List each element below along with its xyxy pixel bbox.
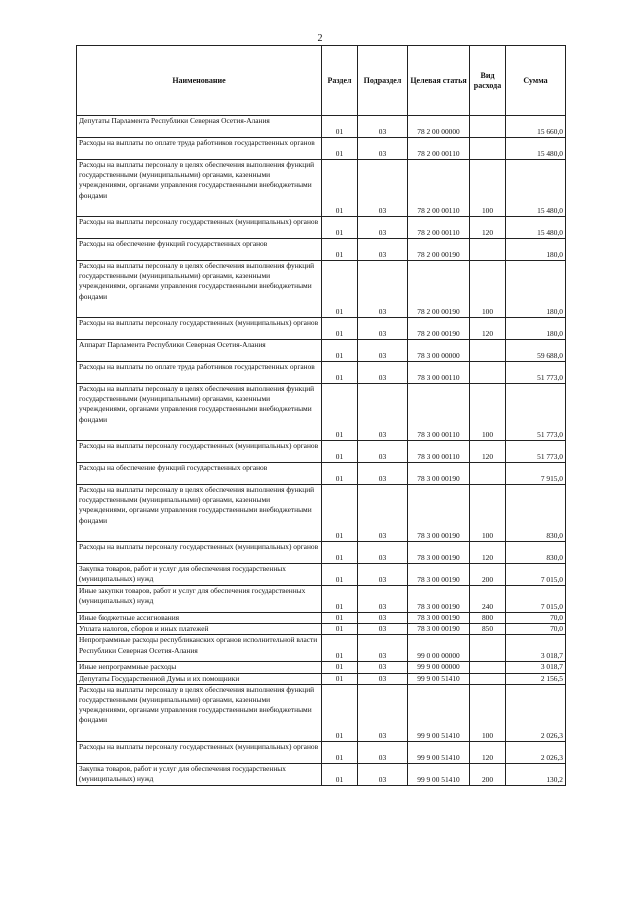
cell-amount: 15 480,0: [506, 160, 566, 217]
cell-name: Депутаты Парламента Республики Северная Осетия-Алания: [77, 116, 322, 138]
table-row: [77, 485, 566, 542]
cell-section: 01: [322, 485, 358, 542]
cell-name: Расходы на выплаты персоналу государственных (муниципальных) органов: [77, 542, 322, 564]
cell-type: [470, 635, 506, 662]
cell-subsection: 03: [358, 635, 408, 662]
cell-type: [470, 362, 506, 384]
cell-amount: 70,0: [506, 613, 566, 624]
cell-target: 78 3 00 00110: [408, 384, 470, 441]
table-row: [77, 586, 566, 613]
cell-name: Иные закупки товаров, работ и услуг для обеспечения государственных (муниципальных) нужд: [77, 586, 322, 613]
cell-target: 78 2 00 00110: [408, 217, 470, 239]
cell-section: 01: [322, 542, 358, 564]
cell-type: [470, 662, 506, 673]
table-row: [77, 662, 566, 673]
table-row: [77, 261, 566, 318]
cell-section: 01: [322, 261, 358, 318]
cell-section: 01: [322, 239, 358, 261]
cell-subsection: 03: [358, 624, 408, 635]
cell-target: 99 9 00 51410: [408, 741, 470, 763]
cell-name: Иные непрограммные расходы: [77, 662, 322, 673]
table-header-row: [77, 46, 566, 116]
table-row: [77, 239, 566, 261]
cell-target: 99 0 00 00000: [408, 635, 470, 662]
cell-target: 78 3 00 00190: [408, 564, 470, 586]
cell-subsection: 03: [358, 318, 408, 340]
cell-section: 01: [322, 564, 358, 586]
cell-section: 01: [322, 613, 358, 624]
cell-type: 100: [470, 384, 506, 441]
cell-section: 01: [322, 116, 358, 138]
cell-name: Непрограммные расходы республиканских органов исполнительной власти Республики Северная Осетия-Алания: [77, 635, 322, 662]
cell-subsection: 03: [358, 116, 408, 138]
cell-amount: 2 156,5: [506, 673, 566, 684]
budget-table: [76, 45, 566, 786]
table-row: [77, 441, 566, 463]
cell-subsection: 03: [358, 463, 408, 485]
table-row: [77, 673, 566, 684]
cell-subsection: 03: [358, 441, 408, 463]
cell-subsection: 03: [358, 239, 408, 261]
cell-type: [470, 673, 506, 684]
table-row: [77, 564, 566, 586]
cell-section: 01: [322, 441, 358, 463]
cell-name: Расходы на выплаты по оплате труда работников государственных органов: [77, 362, 322, 384]
cell-subsection: 03: [358, 384, 408, 441]
cell-amount: 15 480,0: [506, 217, 566, 239]
cell-amount: 59 688,0: [506, 340, 566, 362]
cell-amount: 180,0: [506, 239, 566, 261]
cell-name: Расходы на выплаты по оплате труда работников государственных органов: [77, 138, 322, 160]
cell-section: 01: [322, 138, 358, 160]
cell-amount: 2 026,3: [506, 741, 566, 763]
cell-type: 100: [470, 485, 506, 542]
cell-type: [470, 116, 506, 138]
cell-target: 78 3 00 00110: [408, 362, 470, 384]
table-row: [77, 318, 566, 340]
cell-name: Расходы на выплаты персоналу в целях обеспечения выполнения функций государственными (муниципальными) органами, казенными учреждениями, органами управления государственными внебюджетными фондами: [77, 485, 322, 542]
cell-section: 01: [322, 684, 358, 741]
table-row: [77, 362, 566, 384]
page-number: 2: [317, 33, 323, 44]
cell-amount: 3 018,7: [506, 635, 566, 662]
cell-subsection: 03: [358, 741, 408, 763]
cell-section: 01: [322, 318, 358, 340]
cell-type: 120: [470, 217, 506, 239]
cell-section: 01: [322, 586, 358, 613]
cell-subsection: 03: [358, 564, 408, 586]
cell-amount: 15 480,0: [506, 138, 566, 160]
cell-type: 120: [470, 318, 506, 340]
cell-subsection: 03: [358, 613, 408, 624]
header-amount: Сумма: [506, 46, 566, 116]
cell-target: 78 2 00 00000: [408, 116, 470, 138]
cell-amount: 15 660,0: [506, 116, 566, 138]
table-row: [77, 542, 566, 564]
table-row: [77, 635, 566, 662]
cell-target: 78 3 00 00000: [408, 340, 470, 362]
cell-name: Расходы на выплаты персоналу государственных (муниципальных) органов: [77, 217, 322, 239]
table-row: [77, 160, 566, 217]
cell-name: Расходы на выплаты персоналу в целях обеспечения выполнения функций государственными (муниципальными) органами, казенными учреждениями, органами управления государственными внебюджетными фондами: [77, 684, 322, 741]
cell-type: 100: [470, 261, 506, 318]
cell-name: Расходы на выплаты персоналу государственных (муниципальных) органов: [77, 318, 322, 340]
cell-subsection: 03: [358, 217, 408, 239]
cell-amount: 51 773,0: [506, 362, 566, 384]
cell-type: 120: [470, 441, 506, 463]
cell-name: Расходы на обеспечение функций государственных органов: [77, 463, 322, 485]
cell-subsection: 03: [358, 485, 408, 542]
cell-subsection: 03: [358, 586, 408, 613]
cell-type: 200: [470, 564, 506, 586]
header-section: Раздел: [322, 46, 358, 116]
cell-name: Расходы на обеспечение функций государственных органов: [77, 239, 322, 261]
cell-type: 120: [470, 741, 506, 763]
cell-name: Аппарат Парламента Республики Северная Осетия-Алания: [77, 340, 322, 362]
table-row: [77, 624, 566, 635]
cell-target: 99 9 00 00000: [408, 662, 470, 673]
header-target: Целевая статья: [408, 46, 470, 116]
table-row: [77, 217, 566, 239]
table-row: [77, 741, 566, 763]
cell-type: 100: [470, 160, 506, 217]
cell-name: Депутаты Государственной Думы и их помощники: [77, 673, 322, 684]
cell-target: 99 9 00 51410: [408, 763, 470, 785]
cell-target: 78 3 00 00190: [408, 542, 470, 564]
cell-section: 01: [322, 741, 358, 763]
cell-target: 78 2 00 00190: [408, 239, 470, 261]
cell-amount: 51 773,0: [506, 384, 566, 441]
table-row: [77, 138, 566, 160]
cell-type: [470, 340, 506, 362]
cell-target: 99 9 00 51410: [408, 673, 470, 684]
cell-name: Закупка товаров, работ и услуг для обеспечения государственных (муниципальных) нужд: [77, 564, 322, 586]
cell-amount: 2 026,3: [506, 684, 566, 741]
cell-amount: 180,0: [506, 261, 566, 318]
table-row: [77, 340, 566, 362]
cell-target: 78 2 00 00190: [408, 261, 470, 318]
cell-section: 01: [322, 384, 358, 441]
cell-target: 78 3 00 00190: [408, 463, 470, 485]
cell-name: Расходы на выплаты персоналу в целях обеспечения выполнения функций государственными (муниципальными) органами, казенными учреждениями, органами управления государственными внебюджетными фондами: [77, 160, 322, 217]
cell-target: 78 2 00 00190: [408, 318, 470, 340]
cell-target: 78 3 00 00110: [408, 441, 470, 463]
cell-subsection: 03: [358, 362, 408, 384]
cell-section: 01: [322, 362, 358, 384]
table-row: [77, 384, 566, 441]
cell-type: 100: [470, 684, 506, 741]
table-row: [77, 116, 566, 138]
cell-type: 200: [470, 763, 506, 785]
cell-type: [470, 463, 506, 485]
cell-section: 01: [322, 763, 358, 785]
table-row: [77, 613, 566, 624]
cell-section: 01: [322, 635, 358, 662]
cell-amount: 830,0: [506, 485, 566, 542]
cell-type: 120: [470, 542, 506, 564]
cell-name: Расходы на выплаты персоналу в целях обеспечения выполнения функций государственными (муниципальными) органами, казенными учреждениями, органами управления государственными внебюджетными фондами: [77, 384, 322, 441]
cell-subsection: 03: [358, 673, 408, 684]
cell-amount: 70,0: [506, 624, 566, 635]
cell-amount: 3 018,7: [506, 662, 566, 673]
cell-amount: 7 015,0: [506, 564, 566, 586]
table-row: [77, 684, 566, 741]
cell-type: 800: [470, 613, 506, 624]
cell-name: Иные бюджетные ассигнования: [77, 613, 322, 624]
cell-section: 01: [322, 160, 358, 217]
cell-section: 01: [322, 463, 358, 485]
cell-name: Уплата налогов, сборов и иных платежей: [77, 624, 322, 635]
cell-type: 240: [470, 586, 506, 613]
cell-target: 78 3 00 00190: [408, 586, 470, 613]
cell-type: [470, 138, 506, 160]
cell-section: 01: [322, 662, 358, 673]
table-row: [77, 463, 566, 485]
cell-type: [470, 239, 506, 261]
cell-name: Расходы на выплаты персоналу государственных (муниципальных) органов: [77, 441, 322, 463]
cell-subsection: 03: [358, 340, 408, 362]
cell-type: 850: [470, 624, 506, 635]
cell-subsection: 03: [358, 261, 408, 318]
cell-name: Расходы на выплаты персоналу государственных (муниципальных) органов: [77, 741, 322, 763]
cell-amount: 830,0: [506, 542, 566, 564]
cell-target: 78 3 00 00190: [408, 613, 470, 624]
table-row: [77, 763, 566, 785]
cell-subsection: 03: [358, 662, 408, 673]
cell-amount: 7 015,0: [506, 586, 566, 613]
cell-target: 99 9 00 51410: [408, 684, 470, 741]
cell-amount: 51 773,0: [506, 441, 566, 463]
cell-target: 78 3 00 00190: [408, 485, 470, 542]
cell-section: 01: [322, 217, 358, 239]
cell-target: 78 3 00 00190: [408, 624, 470, 635]
header-subsection: Подраздел: [358, 46, 408, 116]
cell-name: Закупка товаров, работ и услуг для обеспечения государственных (муниципальных) нужд: [77, 763, 322, 785]
cell-amount: 180,0: [506, 318, 566, 340]
cell-target: 78 2 00 00110: [408, 138, 470, 160]
cell-subsection: 03: [358, 763, 408, 785]
cell-subsection: 03: [358, 160, 408, 217]
cell-section: 01: [322, 340, 358, 362]
cell-target: 78 2 00 00110: [408, 160, 470, 217]
cell-amount: 130,2: [506, 763, 566, 785]
header-name: Наименование: [77, 46, 322, 116]
cell-section: 01: [322, 673, 358, 684]
cell-subsection: 03: [358, 542, 408, 564]
header-type: Вид расхода: [470, 46, 506, 116]
cell-name: Расходы на выплаты персоналу в целях обеспечения выполнения функций государственными (муниципальными) органами, казенными учреждениями, органами управления государственными внебюджетными фондами: [77, 261, 322, 318]
cell-subsection: 03: [358, 684, 408, 741]
cell-section: 01: [322, 624, 358, 635]
cell-subsection: 03: [358, 138, 408, 160]
cell-amount: 7 915,0: [506, 463, 566, 485]
